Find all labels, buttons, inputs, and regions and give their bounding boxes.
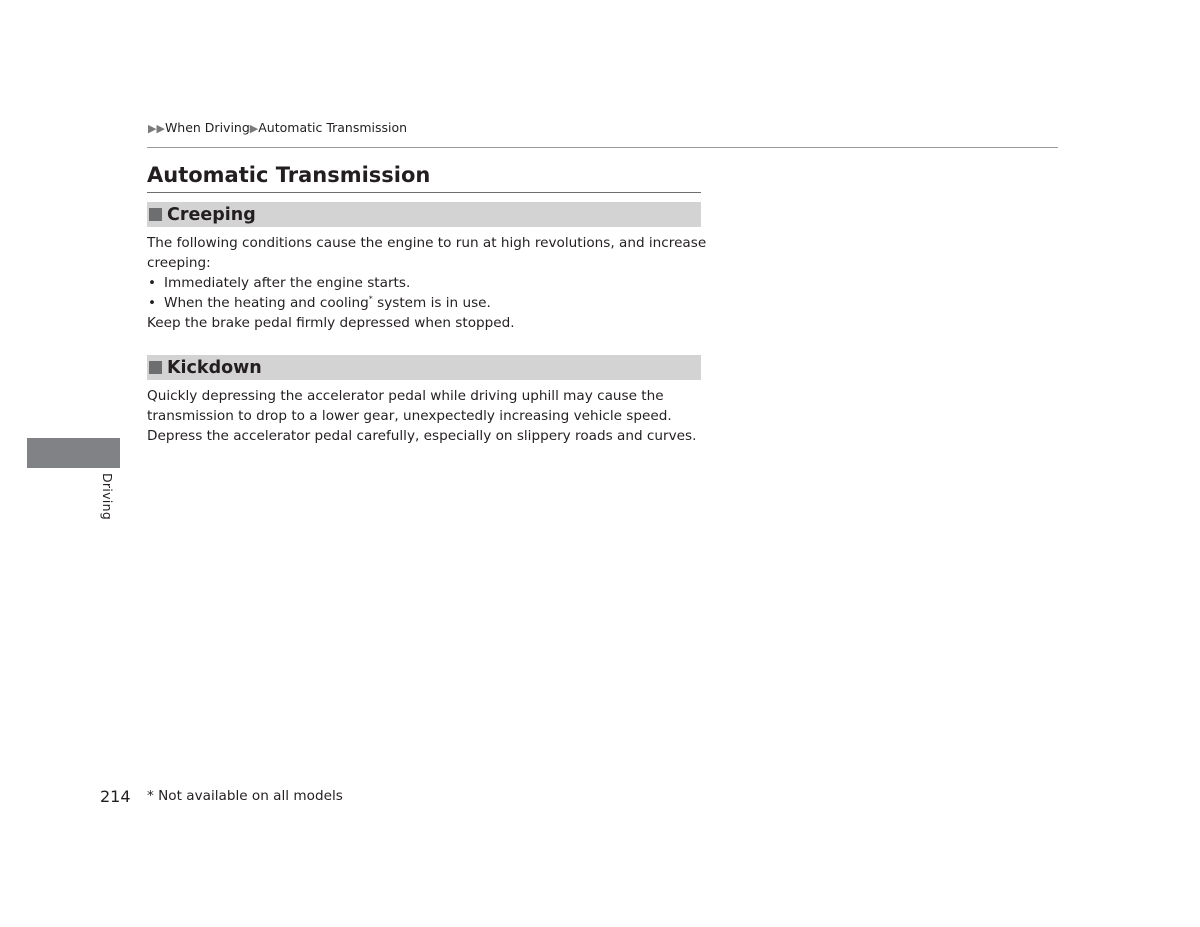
footnote: * Not available on all models (147, 788, 343, 804)
list-item-text: system is in use. (377, 295, 491, 311)
page-title: Automatic Transmission (147, 163, 431, 187)
chapter-side-label: Driving (100, 473, 115, 521)
breadcrumb-arrow-icon: ▶ (148, 122, 157, 135)
section-heading: Kickdown (167, 357, 262, 378)
section-heading: Creeping (167, 204, 256, 225)
creeping-closing: Keep the brake pedal firmly depressed when stopped. (147, 315, 515, 331)
creeping-body (147, 233, 707, 333)
section-header-creeping (147, 202, 701, 227)
kickdown-text: Quickly depressing the accelerator pedal while driving uphill may cause the transmission to drop to a lower gear, unexpectedly increasing vehicle speed. Depress the accelerator pedal carefully, especially on slippery roads and curves. (147, 388, 697, 444)
kickdown-body (147, 386, 707, 446)
breadcrumb (148, 120, 407, 135)
list-item (147, 293, 707, 313)
breadcrumb-arrow-icon: ▶ (249, 122, 259, 135)
section-header-kickdown (147, 355, 701, 380)
bullet-icon: • (148, 295, 157, 311)
bullet-icon: • (148, 275, 157, 291)
footnote-marker: * (368, 294, 373, 304)
list-item-text: When the heating and cooling (164, 295, 369, 311)
breadcrumb-arrow-icon: ▶ (156, 122, 165, 135)
creeping-intro: The following conditions cause the engine to run at high revolutions, and increase creeping: (147, 235, 707, 271)
breadcrumb-item-automatic-transmission[interactable]: Automatic Transmission (258, 120, 408, 135)
section-square-icon (149, 361, 162, 374)
list-item-text: Immediately after the engine starts. (164, 275, 411, 291)
list-item (147, 273, 707, 293)
section-square-icon (149, 208, 162, 221)
chapter-side-tab[interactable] (27, 438, 120, 468)
page-number: 214 (100, 787, 131, 806)
title-divider (147, 192, 701, 193)
breadcrumb-item-when-driving[interactable]: When Driving (164, 120, 250, 135)
creeping-list (147, 273, 707, 313)
top-divider (147, 147, 1058, 148)
